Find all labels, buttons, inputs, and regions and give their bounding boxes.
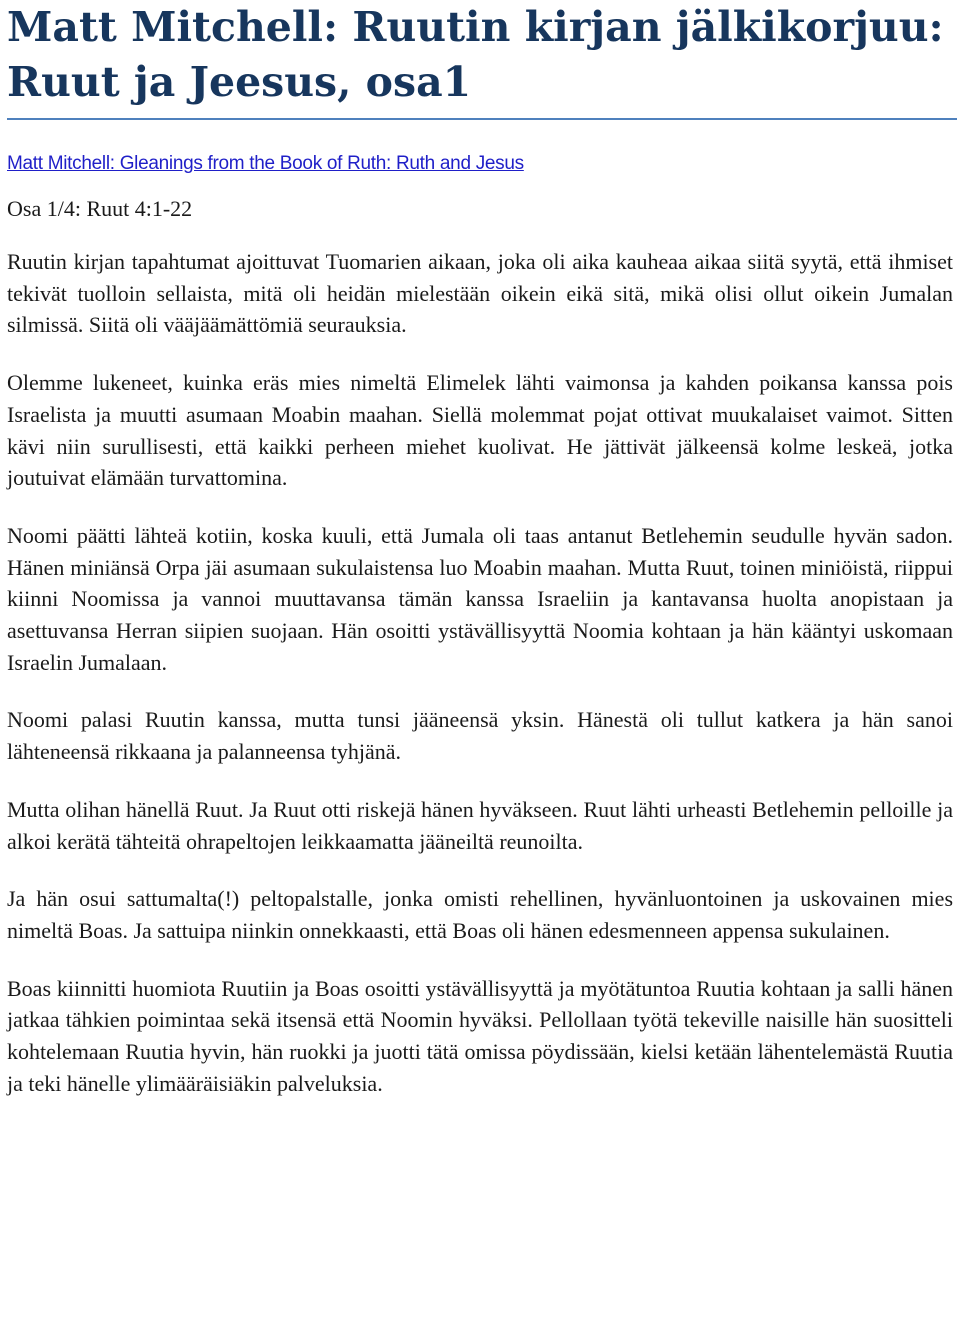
- paragraph-2: Olemme lukeneet, kuinka eräs mies nimeltä Elimelek lähti vaimonsa ja kahden poikansa kanssa pois Israelista ja muutti asumaan Moabin maahan. Siellä molemmat pojat ottivat muukalaiset vaimot. Sitten kävi niin surullisesti, että kaikki perheen miehet kuolivat. He jättivät jälkeensä kolme leskeä, jotka joutuivat elämään turvattomina.: [7, 370, 953, 491]
- paragraph-6: Ja hän osui sattumalta(!) peltopalstalle, jonka omisti rehellinen, hyvänluontoinen ja uskovainen mies nimeltä Boas. Ja sattuipa niinkin onnekkaasti, että Boas oli hänen edesmenneen appensa sukulainen.: [7, 886, 953, 943]
- paragraph-4: Noomi palasi Ruutin kanssa, mutta tunsi jääneensä yksin. Hänestä oli tullut katkera ja hän sanoi lähteneensä rikkaana ja palanneensa tyhjänä.: [7, 707, 953, 765]
- document-title-line-1: Matt Mitchell: Ruutin kirjan jälkikorjuu:: [7, 3, 944, 51]
- paragraph-1: Ruutin kirjan tapahtumat ajoittuvat Tuomarien aikaan, joka oli aika kauheaa aikaa siitä syytä, että ihmiset tekivät tuolloin sellaista, mitä oli heidän mielestään oikein eikä sitä, mikä olisi ollut oikein Jumalan silmissä. Siitä oli vääjäämättömiä seurauksia.: [7, 249, 953, 338]
- document-title: [7, 0, 953, 110]
- title-divider: [7, 118, 957, 120]
- paragraph-3: Noomi päätti lähteä kotiin, koska kuuli, että Jumala oli taas antanut Betlehemin seudulle hyvän sadon. Hänen miniänsä Orpa jäi asumaan sukulaistensa luo Moabin maahan. Mutta Ruut, toinen miniöistä, riippui kiinni Noomissa ja vannoi muuttavansa tämän kanssa Israeliin ja kantavansa huolta anopistaan ja asettuvansa Herran siipien suojaan. Hän osoitti ystävällisyyttä Noomia kohtaan ja hän kääntyi uskomaan Israelin Jumalaan.: [7, 522, 953, 675]
- part-heading: Osa 1/4: Ruut 4:1-22: [7, 196, 193, 221]
- english-source-link[interactable]: Matt Mitchell: Gleanings from the Book of Ruth: Ruth and Jesus: [7, 153, 524, 174]
- paragraph-5: Mutta olihan hänellä Ruut. Ja Ruut otti riskejä hänen hyväkseen. Ruut lähti urheasti Betlehemin pelloille ja alkoi kerätä tähteitä ohrapeltojen leikkaamatta jääneiltä reunoilta.: [7, 796, 953, 854]
- paragraph-7: Boas kiinnitti huomiota Ruutiin ja Boas osoitti ystävällisyyttä ja myötätuntoa Ruutia kohtaan ja salli hänen jatkaa tähkien poimintaa sekä itsensä että Noomin hyväksi. Pellollaan työtä tekeville naisille hän suositteli kohtelemaan Ruutia hyvin, hän ruokki ja juotti tätä omissa pöydissään, kielsi ketään lähentelemästä Ruutia ja teki hänelle ylimääräisiäkin palveluksia.: [7, 975, 953, 1096]
- document-title-line-2: Ruut ja Jeesus, osa1: [7, 58, 472, 106]
- document-page: [7, 0, 953, 1099]
